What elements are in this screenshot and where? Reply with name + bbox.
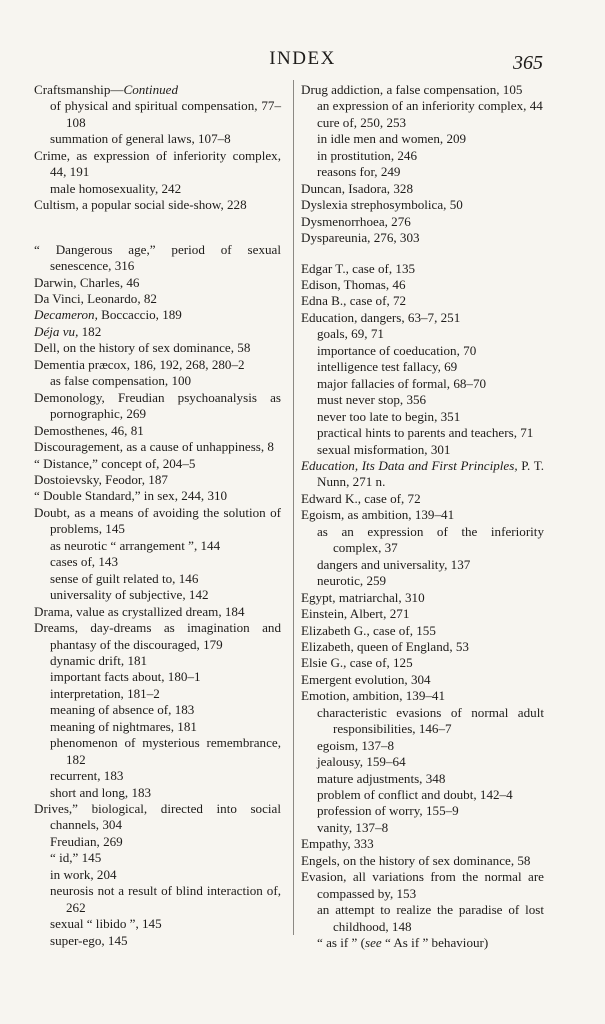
index-entry xyxy=(301,214,544,230)
index-subentry xyxy=(34,131,281,147)
entry-text: Education, dangers, 63–7, 251 xyxy=(301,309,461,325)
index-entry xyxy=(34,340,281,356)
entry-text: sexual misformation, 301 xyxy=(317,441,451,457)
page-header xyxy=(0,47,605,77)
index-subentry xyxy=(301,557,544,573)
index-subentry xyxy=(34,933,281,949)
entry-italic-title: Decameron, xyxy=(34,307,98,323)
entry-text: cure of, 250, 253 xyxy=(317,114,407,130)
index-subentry xyxy=(301,98,544,114)
entry-text: as neurotic “ arrangement ”, 144 xyxy=(50,537,221,553)
index-entry xyxy=(34,242,281,275)
entry-text: in idle men and women, 209 xyxy=(317,131,467,147)
index-subentry xyxy=(34,373,281,389)
index-entry xyxy=(301,491,544,507)
index-subentry xyxy=(34,587,281,603)
index-entry xyxy=(301,277,544,293)
entry-text: practical hints to parents and teachers, 71 xyxy=(317,425,534,441)
entry-text: must never stop, 356 xyxy=(317,392,427,408)
entry-text: Edna B., case of, 72 xyxy=(301,293,407,309)
entry-text: Egoism, as ambition, 139–41 xyxy=(301,507,455,523)
index-subentry xyxy=(34,554,281,570)
index-entry xyxy=(301,507,544,523)
section-gap xyxy=(34,214,281,242)
entry-italic-title: Continued xyxy=(123,82,179,97)
left-column xyxy=(34,82,281,949)
entry-text: Darwin, Charles, 46 xyxy=(34,274,140,290)
index-entry xyxy=(34,197,281,213)
right-column-group-e xyxy=(301,261,544,952)
section-gap xyxy=(301,247,544,261)
entry-text: Emergent evolution, 304 xyxy=(301,671,431,687)
index-subentry xyxy=(34,785,281,801)
entry-text: sense of guilt related to, 146 xyxy=(50,570,199,586)
entry-text: Dreams, day-dreams as imagination and phantasy of the discouraged, 179 xyxy=(34,620,281,652)
entry-text: cases of, 143 xyxy=(50,554,118,570)
entry-text: neurosis not a result of blind interaction of, 262 xyxy=(50,883,281,915)
entry-text: “ Distance,” concept of, 204–5 xyxy=(34,455,196,471)
index-subentry xyxy=(301,935,544,951)
entry-text: “ id,” 145 xyxy=(50,850,102,866)
entry-text: Freudian, 269 xyxy=(50,833,123,849)
index-entry xyxy=(34,291,281,307)
entry-italic-title: Education, Its Data and First Principles, xyxy=(301,457,518,473)
entry-text: Engels, on the history of sex dominance, 58 xyxy=(301,852,531,868)
index-entry xyxy=(34,439,281,455)
index-subentry xyxy=(301,902,544,935)
index-entry xyxy=(301,655,544,671)
index-entry xyxy=(34,82,281,98)
entry-text: Da Vinci, Leonardo, 82 xyxy=(34,290,157,306)
entry-text: jealousy, 159–64 xyxy=(317,754,406,770)
index-subentry xyxy=(34,867,281,883)
index-subentry xyxy=(301,442,544,458)
running-head: INDEX xyxy=(269,48,336,69)
index-subentry xyxy=(34,883,281,916)
entry-text: in prostitution, 246 xyxy=(317,147,418,163)
entry-text: as an expression of the inferiority complex, 37 xyxy=(317,523,544,556)
entry-text: mature adjustments, 348 xyxy=(317,770,446,786)
entry-head: Craftsmanship— xyxy=(34,82,124,97)
index-entry xyxy=(301,688,544,704)
index-entry xyxy=(34,148,281,181)
index-entry xyxy=(301,639,544,655)
index-entry xyxy=(301,853,544,869)
index-subentry xyxy=(34,669,281,685)
index-entry xyxy=(301,869,544,902)
entry-text: Dostoievsky, Feodor, 187 xyxy=(34,471,168,487)
entry-text: dynamic drift, 181 xyxy=(50,652,148,668)
entry-text: Dyslexia strephosymbolica, 50 xyxy=(301,197,463,213)
entry-text: “ As if ” behaviour) xyxy=(381,935,489,951)
entry-text: Edison, Thomas, 46 xyxy=(301,276,406,292)
index-subentry xyxy=(34,735,281,768)
entry-text: as false compensation, 100 xyxy=(50,373,192,389)
right-column-group-d xyxy=(301,82,544,247)
index-subentry xyxy=(301,524,544,557)
index-subentry xyxy=(301,115,544,131)
entry-head: “ as if ” ( xyxy=(317,935,365,951)
index-subentry xyxy=(34,719,281,735)
index-entry xyxy=(301,310,544,326)
index-entry xyxy=(34,324,281,340)
index-subentry xyxy=(34,571,281,587)
index-entry xyxy=(34,390,281,423)
entry-text: Elsie G., case of, 125 xyxy=(301,655,413,671)
entry-text: Drives,” biological, directed into social channels, 304 xyxy=(34,801,281,833)
page-number: 365 xyxy=(513,52,543,74)
index-entry xyxy=(301,672,544,688)
index-entry xyxy=(301,230,544,246)
entry-text: Evasion, all variations from the normal are compassed by, 153 xyxy=(301,869,544,901)
entry-text: Elizabeth, queen of England, 53 xyxy=(301,638,469,654)
index-entry xyxy=(301,623,544,639)
index-subentry xyxy=(301,425,544,441)
index-entry xyxy=(301,197,544,213)
entry-text: Edgar T., case of, 135 xyxy=(301,260,416,276)
index-subentry xyxy=(301,820,544,836)
entry-text: Drug addiction, a false compensation, 105 xyxy=(301,82,523,97)
index-subentry xyxy=(301,705,544,738)
entry-text: in work, 204 xyxy=(50,866,117,882)
entry-text: universality of subjective, 142 xyxy=(50,587,209,603)
index-subentry xyxy=(34,916,281,932)
entry-text: an attempt to realize the paradise of lost childhood, 148 xyxy=(317,902,544,934)
entry-text: importance of coeducation, 70 xyxy=(317,342,477,358)
index-entry xyxy=(34,488,281,504)
entry-text: “ Double Standard,” in sex, 244, 310 xyxy=(34,488,228,504)
entry-text: short and long, 183 xyxy=(50,784,152,800)
entry-text: Demosthenes, 46, 81 xyxy=(34,422,144,438)
entry-text: characteristic evasions of normal adult responsibilities, 146–7 xyxy=(317,704,544,737)
entry-text: Doubt, as a means of avoiding the solution of problems, 145 xyxy=(34,504,281,537)
index-subentry xyxy=(34,538,281,554)
entry-text: Dyspareunia, 276, 303 xyxy=(301,230,420,246)
entry-text: Einstein, Albert, 271 xyxy=(301,606,410,622)
index-subentry xyxy=(34,181,281,197)
entry-text: an expression of an inferiority complex, 44 xyxy=(317,98,543,114)
index-subentry xyxy=(301,343,544,359)
index-subentry xyxy=(301,376,544,392)
entry-text: never too late to begin, 351 xyxy=(317,408,461,424)
index-entry xyxy=(301,293,544,309)
index-subentry xyxy=(34,686,281,702)
entry-text: neurotic, 259 xyxy=(317,573,387,589)
entry-text: Dementia præcox, 186, 192, 268, 280–2 xyxy=(34,356,245,372)
right-column xyxy=(301,82,544,952)
column-divider xyxy=(293,80,294,935)
entry-text: intelligence test fallacy, 69 xyxy=(317,359,458,375)
entry-text: Dell, on the history of sex dominance, 58 xyxy=(34,340,251,356)
index-subentry xyxy=(34,850,281,866)
entry-text: Drama, value as crystallized dream, 184 xyxy=(34,603,245,619)
entry-text: meaning of nightmares, 181 xyxy=(50,718,197,734)
index-entry xyxy=(34,505,281,538)
entry-text: Egypt, matriarchal, 310 xyxy=(301,589,425,605)
entry-text: interpretation, 181–2 xyxy=(50,685,160,701)
index-entry xyxy=(34,423,281,439)
entry-text: super-ego, 145 xyxy=(50,932,128,948)
index-entry xyxy=(34,456,281,472)
entry-text: Boccaccio, 189 xyxy=(97,307,182,323)
index-entry xyxy=(301,458,544,491)
entry-text: 182 xyxy=(78,323,102,339)
index-subentry xyxy=(301,787,544,803)
index-subentry xyxy=(34,98,281,131)
entry-text: Duncan, Isadora, 328 xyxy=(301,180,413,196)
entry-text: phenomenon of mysterious remembrance, 182 xyxy=(50,735,281,767)
entry-text: recurrent, 183 xyxy=(50,768,124,784)
entry-text: Demonology, Freudian psychoanalysis as pornographic, 269 xyxy=(34,389,281,422)
index-subentry xyxy=(301,803,544,819)
entry-text: male homosexuality, 242 xyxy=(50,180,182,196)
index-entry xyxy=(34,620,281,653)
entry-italic-title: Déja vu, xyxy=(34,323,79,339)
index-subentry xyxy=(301,392,544,408)
index-entry xyxy=(34,275,281,291)
index-entry xyxy=(34,472,281,488)
entry-text: Discouragement, as a cause of unhappiness, 8 xyxy=(34,439,274,455)
entry-text: problem of conflict and doubt, 142–4 xyxy=(317,787,513,803)
entry-italic-title: see xyxy=(364,935,382,951)
entry-text: sexual “ libido ”, 145 xyxy=(50,916,162,932)
entry-text: Dysmenorrhoea, 276 xyxy=(301,213,411,229)
index-entry xyxy=(301,261,544,277)
index-subentry xyxy=(34,702,281,718)
entry-text: important facts about, 180–1 xyxy=(50,669,201,685)
index-subentry xyxy=(301,754,544,770)
entry-text: Cultism, a popular social side-show, 228 xyxy=(34,197,247,213)
index-subentry xyxy=(34,768,281,784)
entry-text: reasons for, 249 xyxy=(317,164,401,180)
index-entry xyxy=(34,307,281,323)
entry-text: egoism, 137–8 xyxy=(317,737,395,753)
entry-text: summation of general laws, 107–8 xyxy=(50,131,231,147)
index-entry xyxy=(34,357,281,373)
entry-text: meaning of absence of, 183 xyxy=(50,702,195,718)
index-subentry xyxy=(301,409,544,425)
index-entry xyxy=(301,590,544,606)
index-subentry xyxy=(34,653,281,669)
index-entry xyxy=(301,181,544,197)
index-subentry xyxy=(301,738,544,754)
index-subentry xyxy=(301,131,544,147)
entry-text: vanity, 137–8 xyxy=(317,819,389,835)
index-subentry xyxy=(301,326,544,342)
entry-text: Edward K., case of, 72 xyxy=(301,490,421,506)
left-column-group-d xyxy=(34,242,281,949)
index-entry xyxy=(301,836,544,852)
index-subentry xyxy=(301,148,544,164)
index-subentry xyxy=(34,834,281,850)
left-column-group-c xyxy=(34,82,281,214)
index-entry xyxy=(34,801,281,834)
index-entry xyxy=(301,82,544,98)
entry-text: Emotion, ambition, 139–41 xyxy=(301,688,446,704)
entry-text: Elizabeth G., case of, 155 xyxy=(301,622,436,638)
entry-text: goals, 69, 71 xyxy=(317,326,384,342)
index-entry xyxy=(34,604,281,620)
entry-text: “ Dangerous age,” period of sexual senescence, 316 xyxy=(34,241,281,274)
index-subentry xyxy=(301,164,544,180)
entry-text: dangers and universality, 137 xyxy=(317,556,471,572)
index-entry xyxy=(301,606,544,622)
entry-text: Crime, as expression of inferiority complex, 44, 191 xyxy=(34,147,281,180)
index-subentry xyxy=(301,573,544,589)
entry-text: major fallacies of formal, 68–70 xyxy=(317,375,487,391)
index-subentry xyxy=(301,359,544,375)
entry-text: Empathy, 333 xyxy=(301,836,374,852)
index-subentry xyxy=(301,771,544,787)
entry-text: of physical and spiritual compensation, 77–108 xyxy=(50,98,281,130)
entry-text: P. T. Nunn, 271 n. xyxy=(317,457,544,490)
entry-text: profession of worry, 155–9 xyxy=(317,803,459,819)
